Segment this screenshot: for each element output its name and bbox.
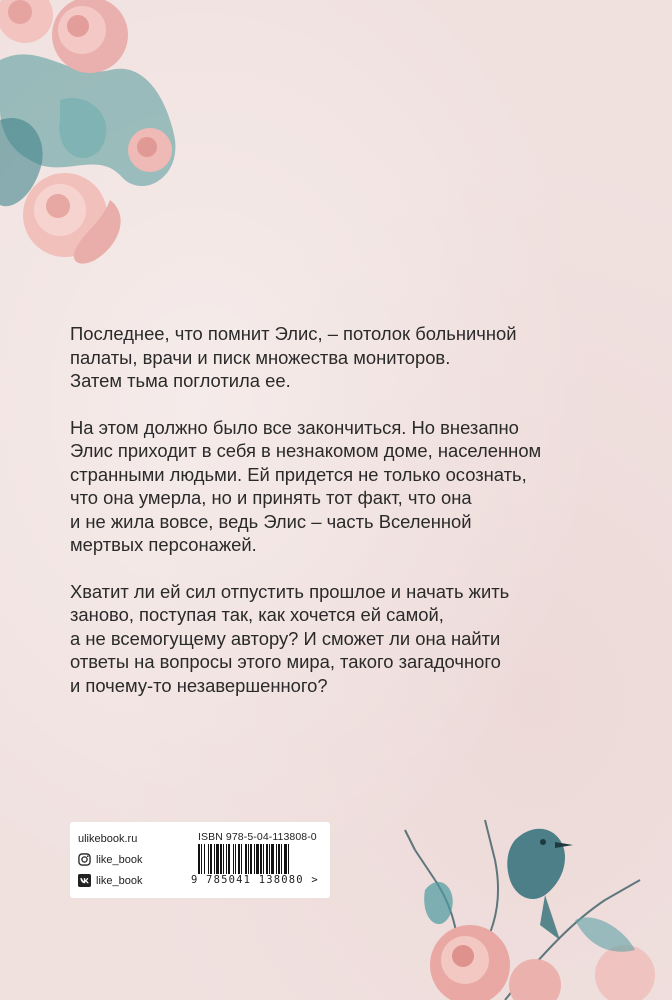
blurb-paragraph-2: На этом должно было все закончиться. Но внезапно Элис приходит в себя в незнакомом доме, населенном странными людьми. Ей придется не только осознать, что она умерла, но и принять тот факт, что она и не жила вовсе, ведь Элис – часть Вселенной мертвых персонажей.	[70, 416, 542, 555]
instagram-handle: like_book	[96, 853, 143, 866]
floral-decoration-bottom	[395, 800, 672, 1000]
blurb-text	[70, 322, 590, 720]
isbn-barcode	[198, 844, 318, 874]
blurb-paragraph-1: Последнее, что помнит Элис, – потолок больничной палаты, врачи и писк множества мониторов. Затем тьма поглотила ее.	[70, 323, 517, 391]
blurb-paragraph-3: Хватит ли ей сил отпустить прошлое и начать жить заново, поступая так, как хочется ей самой, а не всемогущему автору? И сможет ли она найти ответы на вопросы этого мира, такого загадочного и почему-то незавершенного?	[70, 580, 510, 696]
ean-digits: 9 785041 138080 >	[191, 874, 319, 886]
instagram-link[interactable]	[78, 853, 142, 866]
website-link[interactable]: ulikebook.ru	[78, 833, 138, 845]
vk-icon	[78, 874, 91, 887]
vk-handle: like_book	[96, 874, 143, 887]
instagram-icon	[78, 853, 91, 866]
publisher-info-card	[70, 822, 330, 898]
isbn-number: ISBN 978-5-04-113808-0	[198, 831, 317, 843]
vk-link[interactable]	[78, 874, 142, 887]
floral-decoration-top	[0, 0, 200, 280]
